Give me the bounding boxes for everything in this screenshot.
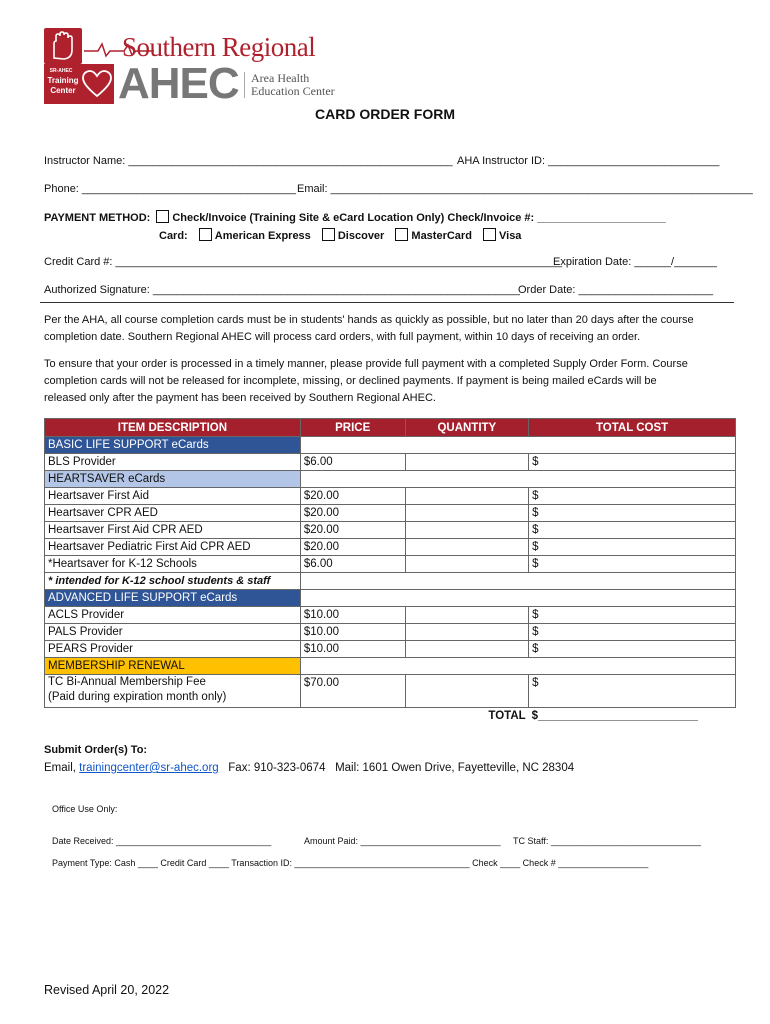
quantity-input[interactable]: [405, 675, 529, 708]
policy-2-line-2: completion cards will not be released for incomplete, missing, or declined payments. If payment is being mailed eCards will be: [44, 375, 657, 387]
blank-cell: [300, 437, 735, 454]
item-total[interactable]: $: [529, 488, 736, 505]
order-date-field[interactable]: Order Date: ______________________: [518, 284, 714, 296]
training-center-badge: [44, 64, 114, 104]
table-row: [45, 505, 736, 522]
table-row: [45, 454, 736, 471]
brand-name: Southern Regional: [122, 32, 316, 62]
item-price: $10.00: [300, 607, 405, 624]
quantity-input[interactable]: [405, 522, 529, 539]
office-use-heading: Office Use Only:: [52, 804, 118, 814]
item-total[interactable]: $: [529, 454, 736, 471]
discover-label: Discover: [337, 230, 385, 242]
section-als: ADVANCED LIFE SUPPORT eCards: [45, 590, 301, 607]
policy-1-line-1: Per the AHA, all course completion cards must be in students' hands as quickly as possible, but no later than 20 days after the course: [44, 314, 694, 326]
item-name: *Heartsaver for K-12 Schools: [45, 556, 301, 573]
policy-paragraph-2: [44, 356, 734, 407]
divider: [40, 302, 734, 303]
item-name: [45, 675, 301, 708]
item-price: $10.00: [300, 624, 405, 641]
payment-type-field[interactable]: Payment Type: Cash ____ Credit Card ____ Transaction ID: ___________________________________ Check ____ Check # __________________: [52, 858, 649, 868]
section-row: [45, 658, 736, 675]
total-label: TOTAL: [488, 710, 526, 722]
quantity-input[interactable]: [405, 556, 529, 573]
table-row: [45, 624, 736, 641]
mastercard-checkbox[interactable]: [395, 228, 408, 241]
date-received-field[interactable]: Date Received: _______________________________: [52, 836, 272, 846]
submit-heading: Submit Order(s) To:: [44, 744, 148, 756]
item-price: $10.00: [300, 641, 405, 658]
item-total[interactable]: $: [529, 607, 736, 624]
item-name: BLS Provider: [45, 454, 301, 471]
order-table: [44, 418, 736, 724]
payment-method-label: PAYMENT METHOD:: [44, 212, 151, 224]
discover-checkbox[interactable]: [322, 228, 335, 241]
check-invoice-checkbox[interactable]: [156, 210, 169, 223]
amount-paid-field[interactable]: Amount Paid: ____________________________: [304, 836, 501, 846]
item-price: $20.00: [300, 522, 405, 539]
badge-training: Training: [47, 76, 79, 85]
check-invoice-label: Check/Invoice (Training Site & eCard Location Only) Check/Invoice #: _____________________: [172, 212, 666, 224]
instructor-name-field[interactable]: Instructor Name: _____________________________________________________: [44, 155, 453, 167]
section-row: [45, 590, 736, 607]
item-total[interactable]: $: [529, 522, 736, 539]
item-name: Heartsaver First Aid CPR AED: [45, 522, 301, 539]
blank-cell: [300, 590, 735, 607]
card-type-row: [159, 228, 521, 242]
visa-checkbox[interactable]: [483, 228, 496, 241]
total-row: [45, 708, 736, 725]
item-total[interactable]: $: [529, 641, 736, 658]
quantity-input[interactable]: [405, 488, 529, 505]
item-name: Heartsaver Pediatric First Aid CPR AED: [45, 539, 301, 556]
item-name: PEARS Provider: [45, 641, 301, 658]
table-row: [45, 641, 736, 658]
header-quantity: QUANTITY: [405, 419, 529, 437]
membership-line-2: (Paid during expiration month only): [48, 691, 227, 703]
section-membership: MEMBERSHIP RENEWAL: [45, 658, 301, 675]
submit-details: [44, 762, 574, 774]
item-price: $20.00: [300, 505, 405, 522]
item-price: $70.00: [300, 675, 405, 708]
amex-label: American Express: [214, 230, 311, 242]
credit-card-field[interactable]: Credit Card #: _________________________________________________________________________: [44, 256, 563, 268]
item-name: Heartsaver CPR AED: [45, 505, 301, 522]
item-total[interactable]: $: [529, 675, 736, 708]
item-price: $20.00: [300, 539, 405, 556]
total-value[interactable]: $_________________________: [531, 710, 698, 722]
blank-cell: [300, 471, 735, 488]
item-price: $6.00: [300, 454, 405, 471]
email-link[interactable]: trainingcenter@sr-ahec.org: [79, 762, 219, 774]
revision-date: Revised April 20, 2022: [44, 983, 170, 997]
table-row: [45, 539, 736, 556]
brand-ahec: AHEC: [118, 59, 239, 108]
brand-subtitle: [244, 72, 335, 98]
quantity-input[interactable]: [405, 641, 529, 658]
policy-2-line-3: released only after the payment has been received by Southern Regional AHEC.: [44, 392, 436, 404]
note-row: [45, 573, 736, 590]
mastercard-label: MasterCard: [411, 230, 472, 242]
amex-checkbox[interactable]: [199, 228, 212, 241]
table-row: [45, 675, 736, 708]
item-name: ACLS Provider: [45, 607, 301, 624]
blank-cell: [300, 573, 735, 590]
quantity-input[interactable]: [405, 607, 529, 624]
heart-icon: [82, 70, 112, 98]
blank-cell: [300, 658, 735, 675]
badge-code: SR-AHEC: [49, 68, 73, 74]
ahec-logo: [44, 28, 334, 106]
header-total-cost: TOTAL COST: [529, 419, 736, 437]
policy-paragraph-1: [44, 312, 734, 346]
policy-1-line-2: completion date. Southern Regional AHEC will process card orders, with full payment, within 10 days of receiving an order.: [44, 331, 641, 343]
section-row: [45, 471, 736, 488]
quantity-input[interactable]: [405, 505, 529, 522]
aha-id-field[interactable]: AHA Instructor ID: ____________________________: [457, 155, 720, 167]
table-row: [45, 522, 736, 539]
tc-staff-field[interactable]: TC Staff: ______________________________: [513, 836, 702, 846]
quantity-input[interactable]: [405, 624, 529, 641]
item-name: PALS Provider: [45, 624, 301, 641]
hand-icon: [44, 28, 82, 64]
quantity-input[interactable]: [405, 539, 529, 556]
section-heartsaver: HEARTSAVER eCards: [45, 471, 301, 488]
brand-sub-line-2: Education Center: [251, 84, 335, 98]
item-name: Heartsaver First Aid: [45, 488, 301, 505]
k12-note: * intended for K-12 school students & staff: [45, 573, 301, 590]
card-label: Card:: [159, 230, 188, 242]
fax-number: Fax: 910-323-0674: [228, 762, 326, 774]
page-title: CARD ORDER FORM: [315, 106, 455, 122]
item-total[interactable]: $: [529, 556, 736, 573]
expiration-field[interactable]: Expiration Date: ______/_______: [553, 256, 717, 268]
email-prefix: Email,: [44, 762, 76, 774]
table-row: [45, 488, 736, 505]
header-item-description: ITEM DESCRIPTION: [45, 419, 301, 437]
email-field[interactable]: Email: _____________________________________________________________________: [297, 183, 753, 195]
phone-field[interactable]: Phone: ___________________________________: [44, 183, 297, 195]
table-row: [45, 556, 736, 573]
header-price: PRICE: [300, 419, 405, 437]
item-price: $20.00: [300, 488, 405, 505]
table-header: [45, 419, 736, 437]
membership-line-1: TC Bi-Annual Membership Fee: [48, 676, 206, 688]
signature-field[interactable]: Authorized Signature: ____________________________________________________________: [44, 284, 520, 296]
badge-center: Center: [50, 86, 76, 95]
mail-address: Mail: 1601 Owen Drive, Fayetteville, NC 28304: [335, 762, 575, 774]
policy-2-line-1: To ensure that your order is processed in a timely manner, please provide full payment with a completed Supply Order Form. Course: [44, 358, 688, 370]
item-total[interactable]: $: [529, 539, 736, 556]
item-total[interactable]: $: [529, 624, 736, 641]
section-bls: BASIC LIFE SUPPORT eCards: [45, 437, 301, 454]
visa-label: Visa: [499, 230, 522, 242]
item-price: $6.00: [300, 556, 405, 573]
payment-method-row: [44, 210, 666, 224]
table-row: [45, 607, 736, 624]
brand-sub-line-1: Area Health: [251, 71, 310, 85]
quantity-input[interactable]: [405, 454, 529, 471]
item-total[interactable]: $: [529, 505, 736, 522]
section-row: [45, 437, 736, 454]
